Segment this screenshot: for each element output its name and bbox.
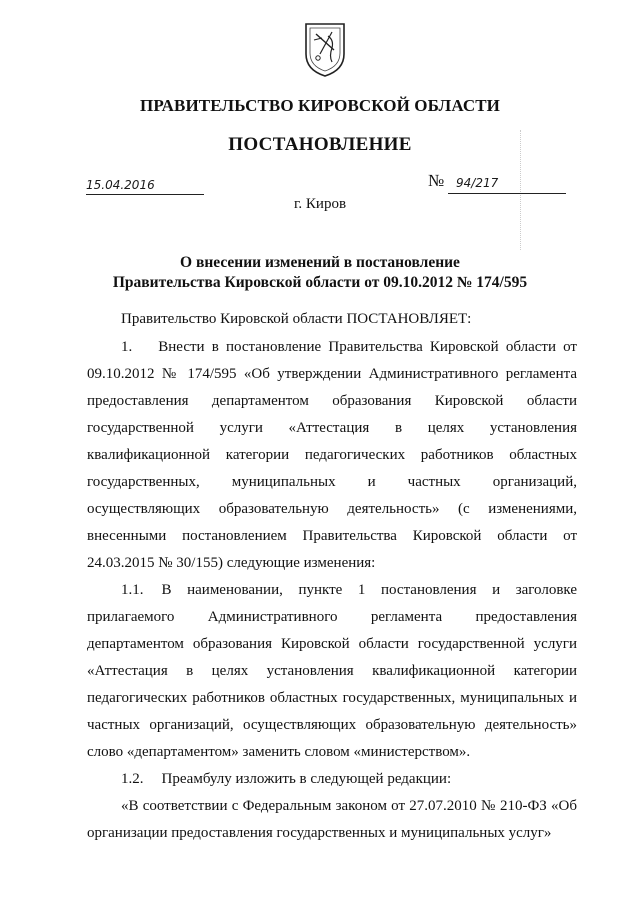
title-line-1: О внесении изменений в постановление xyxy=(180,254,460,271)
paragraph-1-1 xyxy=(87,577,577,766)
paragraph-1-2-text: Преамбулу изложить в следующей редакции: xyxy=(161,771,452,787)
intro-text: Правительство Кировской области ПОСТАНОВЛЯЕТ: xyxy=(121,311,472,327)
paragraph-1-1-number: 1.1. xyxy=(121,582,144,598)
organization-name: ПРАВИТЕЛЬСТВО КИРОВСКОЙ ОБЛАСТИ xyxy=(140,96,500,115)
intro-paragraph xyxy=(87,306,577,333)
number-handwritten: 94/217 xyxy=(456,176,499,190)
paragraph-1 xyxy=(87,334,577,577)
city: г. Киров xyxy=(293,196,347,212)
document-title xyxy=(0,253,640,293)
date-handwritten: 15.04.2016 xyxy=(86,178,155,192)
paragraph-1-number: 1. xyxy=(121,339,133,355)
paragraph-1-1-text: В наименовании, пункте 1 постановления и заголовке прилагаемого Административного регламента предоставления департаментом образования Кировской области государственной услуги «Аттестация в целях установления квалификационной категории педагогических работников областных государственных, муниципальных и частных организаций, осуществляющих образовательную деятельность» слово «департаментом» заменить словом «министерством». xyxy=(87,582,577,760)
date-field xyxy=(86,178,204,195)
title-line-2: Правительства Кировской области от 09.10.2012 № 174/595 xyxy=(112,274,528,291)
number-sign: № xyxy=(428,171,445,190)
document-body xyxy=(87,306,577,847)
paragraph-1-2-number: 1.2. xyxy=(121,771,144,787)
coat-of-arms-icon xyxy=(302,20,348,78)
preamble-paragraph xyxy=(87,793,577,847)
paragraph-1-2 xyxy=(87,766,577,793)
preamble-text: «В соответствии с Федеральным законом от 27.07.2010 № 210-ФЗ «Об организации предоставления государственных и муниципальных услуг» xyxy=(87,798,577,841)
paragraph-1-text: Внести в постановление Правительства Кировской области от 09.10.2012 № 174/595 «Об утверждении Административного регламента предоставления департаментом образования Кировской области государственной услуги «Аттестация в целях установления квалификационной категории педагогических работников областных государственных, муниципальных и частных организаций, осуществляющих образовательную деятельность» (с изменениями, внесенными постановлением Правительства Кировской области от 24.03.2015 № 30/155) следующие изменения: xyxy=(87,339,577,571)
document-type: ПОСТАНОВЛЕНИЕ xyxy=(228,134,412,155)
number-field xyxy=(448,176,566,194)
